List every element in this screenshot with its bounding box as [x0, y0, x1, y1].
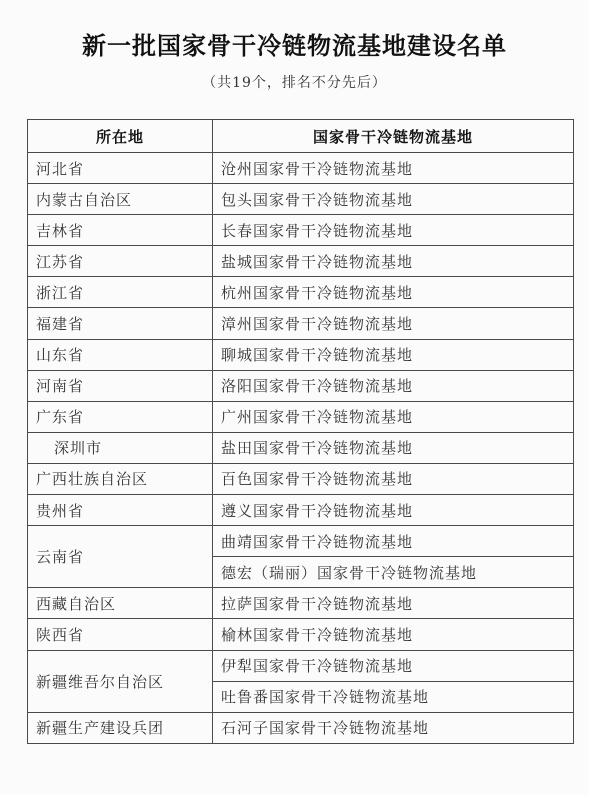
column-header-base: 国家骨干冷链物流基地	[213, 120, 574, 153]
table-row	[28, 277, 574, 308]
location-cell: 内蒙古自治区	[28, 184, 213, 215]
table-row	[28, 463, 574, 494]
table-row	[28, 432, 574, 463]
base-cell: 杭州国家骨干冷链物流基地	[213, 277, 574, 308]
table-row	[28, 184, 574, 215]
location-cell: 新疆生产建设兵团	[28, 712, 213, 743]
location-cell: 西藏自治区	[28, 588, 213, 619]
table-row	[28, 495, 574, 526]
location-cell: 广西壮族自治区	[28, 463, 213, 494]
location-cell: 深圳市	[28, 432, 213, 463]
location-cell: 陕西省	[28, 619, 213, 650]
base-cell: 榆林国家骨干冷链物流基地	[213, 619, 574, 650]
location-cell: 广东省	[28, 401, 213, 432]
page-title: 新一批国家骨干冷链物流基地建设名单	[82, 32, 507, 60]
base-cell: 伊犁国家骨干冷链物流基地	[213, 650, 574, 681]
location-cell: 河南省	[28, 370, 213, 401]
table-row	[28, 370, 574, 401]
table-row	[28, 401, 574, 432]
cold-chain-base-table	[27, 119, 574, 744]
base-cell: 长春国家骨干冷链物流基地	[213, 215, 574, 246]
table-row	[28, 153, 574, 184]
base-cell: 石河子国家骨干冷链物流基地	[213, 712, 574, 743]
base-cell: 包头国家骨干冷链物流基地	[213, 184, 574, 215]
base-cell: 百色国家骨干冷链物流基地	[213, 463, 574, 494]
table-body	[28, 153, 574, 744]
table-row	[28, 215, 574, 246]
location-cell: 新疆维吾尔自治区	[28, 650, 213, 712]
base-cell: 曲靖国家骨干冷链物流基地	[213, 526, 574, 557]
base-cell: 漳州国家骨干冷链物流基地	[213, 308, 574, 339]
location-cell: 河北省	[28, 153, 213, 184]
table-row	[28, 650, 574, 681]
table-row	[28, 246, 574, 277]
table-row	[28, 619, 574, 650]
base-cell: 沧州国家骨干冷链物流基地	[213, 153, 574, 184]
location-cell: 贵州省	[28, 495, 213, 526]
base-cell: 洛阳国家骨干冷链物流基地	[213, 370, 574, 401]
location-cell: 吉林省	[28, 215, 213, 246]
table-row	[28, 712, 574, 743]
base-cell: 德宏（瑞丽）国家骨干冷链物流基地	[213, 557, 574, 588]
table-row	[28, 526, 574, 557]
base-cell: 吐鲁番国家骨干冷链物流基地	[213, 681, 574, 712]
base-cell: 盐田国家骨干冷链物流基地	[213, 432, 574, 463]
location-cell: 浙江省	[28, 277, 213, 308]
base-cell: 聊城国家骨干冷链物流基地	[213, 339, 574, 370]
base-cell: 盐城国家骨干冷链物流基地	[213, 246, 574, 277]
table-row	[28, 308, 574, 339]
location-cell: 福建省	[28, 308, 213, 339]
table-row	[28, 588, 574, 619]
page-subtitle: （共19个，排名不分先后）	[202, 75, 387, 91]
base-cell: 拉萨国家骨干冷链物流基地	[213, 588, 574, 619]
table-header-row	[28, 120, 574, 153]
location-cell: 山东省	[28, 339, 213, 370]
location-cell: 云南省	[28, 526, 213, 588]
base-cell: 广州国家骨干冷链物流基地	[213, 401, 574, 432]
table-row	[28, 339, 574, 370]
base-cell: 遵义国家骨干冷链物流基地	[213, 495, 574, 526]
column-header-location: 所在地	[28, 120, 213, 153]
location-cell: 江苏省	[28, 246, 213, 277]
